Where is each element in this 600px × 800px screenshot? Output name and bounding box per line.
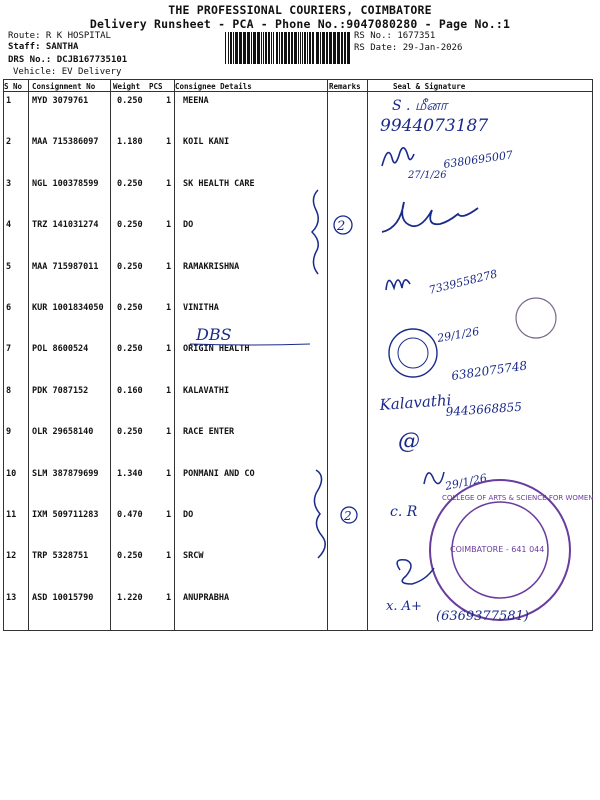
cell-pcs: 1 [166,137,172,148]
col-header-pcs: PCS [149,82,163,91]
sig6-date: 29/1/26 [436,324,481,345]
cell-sno: 10 [6,468,17,479]
col-header-consignment: Consignment No [32,82,96,91]
cell-weight: 0.470 [117,510,143,520]
cell-consignment: MYD 3079761 [32,96,89,106]
college-seal-name: COLLEGE OF ARTS & SCIENCE FOR WOMEN [442,494,594,502]
round-stamp-7-inner [398,338,428,368]
cell-pcs: 1 [166,220,172,231]
remark-underline [190,344,310,345]
cell-consignee: ORIGIN HEALTH [183,344,250,355]
bracket-rows-3-5 [312,190,318,274]
cell-pcs: 1 [166,427,172,438]
cell-weight: 0.250 [117,261,143,272]
cell-sno: 12 [6,551,17,562]
cell-sno: 5 [6,261,12,272]
cell-weight: 1.180 [117,137,143,148]
cell-consignment: TRP 5328751 [32,551,89,562]
sig1-name: S . மீனா [392,98,448,114]
cell-pcs: 1 [166,303,172,313]
cell-pcs: 1 [166,468,172,479]
cell-pcs: 1 [166,261,172,272]
cell-weight: 0.250 [117,551,143,562]
sig10-initials: c. R [390,504,418,520]
cell-consignment: KUR 1001834050 [32,303,104,313]
cell-sno: 6 [6,303,12,313]
cell-consignee: DO [183,220,194,231]
cell-consignee: SRCW [183,551,204,562]
cell-pcs: 1 [166,551,172,562]
cell-consignee: SK HEALTH CARE [183,178,255,189]
cell-pcs: 1 [166,510,172,520]
seal-stamp-6 [516,298,556,338]
runsheet-title: Delivery Runsheet - PCA - Phone No.:9047080280 - Page No.:1 [89,17,511,31]
cell-sno: 7 [6,344,12,355]
col-header-signature: Seal & Signature [393,82,466,91]
sig7-phone: 6382075748 [450,358,529,383]
cell-consignment: ASD 10015790 [32,592,94,603]
sig4-scribble [382,202,478,232]
cell-consignment: OLR 29658140 [32,427,94,438]
col-header-sno: S No [4,82,23,91]
staff-label: Staff: SANTHA [8,42,79,52]
cell-weight: 0.250 [117,303,143,313]
cell-pcs: 1 [166,592,172,603]
sig1-phone: 9944073187 [380,116,489,136]
col-header-remarks: Remarks [329,82,361,91]
sig10-scribble [424,472,444,484]
cell-consignee: VINITHA [183,303,219,313]
cell-weight: 0.250 [117,220,143,231]
cell-consignment: POL 8600524 [32,344,89,355]
cell-consignee: MEENA [183,96,209,106]
rs-date: RS Date: 29-Jan-2026 [354,43,463,53]
cell-pcs: 1 [166,385,172,396]
sig13-phone: (6369377581) [436,609,529,624]
col-header-consignee: Consignee Details [175,82,252,91]
sig9-mark: @ [398,429,420,454]
cell-sno: 13 [6,592,17,603]
cell-pcs: 1 [166,344,172,355]
cell-consignee: KOIL KANI [183,137,230,148]
cell-consignment: MAA 715386097 [32,137,99,148]
cell-sno: 9 [6,427,12,438]
sig2-scribble [382,148,414,166]
cell-consignment: IXM 509711283 [32,510,99,520]
cell-sno: 8 [6,385,12,396]
cell-consignment: SLM 387879699 [32,468,99,479]
cell-weight: 0.160 [117,385,143,396]
sig10-date: 29/1/26 [443,471,489,493]
cell-consignment: PDK 7087152 [32,385,89,396]
cell-pcs: 1 [166,96,172,106]
cell-sno: 2 [6,137,12,148]
cell-weight: 0.250 [117,96,143,106]
cell-weight: 1.340 [117,468,143,479]
sig2-date: 27/1/26 [408,170,447,181]
cell-consignee: DO [183,510,194,520]
cell-pcs: 1 [166,178,172,189]
sig5-scribble [386,280,410,290]
round-stamp-7 [389,329,437,377]
sig8-name: Kalavathi [379,391,452,414]
cell-consignment: TRZ 141031274 [32,220,99,231]
company-title: THE PROFESSIONAL COURIERS, COIMBATORE [168,3,432,17]
cell-weight: 0.250 [117,344,143,355]
drs-number: DRS No.: DCJB167735101 [8,55,128,65]
remark-dbs: DBS [196,325,232,344]
sig8-phone: 9443668855 [445,399,523,419]
college-seal-city: COIMBATORE - 641 044 [450,545,545,554]
route-label: Route: R K HOSPITAL [8,31,111,41]
cell-weight: 0.250 [117,427,143,438]
cell-weight: 1.220 [117,592,143,603]
bracket-rows-10-12 [314,470,325,558]
cell-consignee: KALAVATHI [183,385,230,396]
cell-sno: 1 [6,96,12,106]
remark-two-4: 2 [337,219,346,234]
remark-two-11: 2 [344,509,352,523]
cell-consignee: ANUPRABHA [183,592,230,603]
col-header-weight: Weight [113,82,141,91]
cell-sno: 3 [6,178,12,189]
cell-consignment: NGL 100378599 [32,178,99,189]
sig5-phone: 7339558278 [427,267,499,297]
sig12-scribble [397,560,434,584]
cell-consignee: PONMANI AND CO [183,468,255,479]
rs-number: RS No.: 1677351 [354,31,436,41]
cell-consignment: MAA 715987011 [32,261,99,272]
cell-sno: 11 [6,510,17,520]
cell-sno: 4 [6,220,12,231]
sig13-initials: x. A+ [386,599,422,614]
cell-consignee: RACE ENTER [183,427,235,438]
cell-consignee: RAMAKRISHNA [183,261,240,272]
sig2-phone: 6380695007 [442,148,514,171]
vehicle-label: Vehicle: EV Delivery [13,67,122,77]
cell-weight: 0.250 [117,178,143,189]
